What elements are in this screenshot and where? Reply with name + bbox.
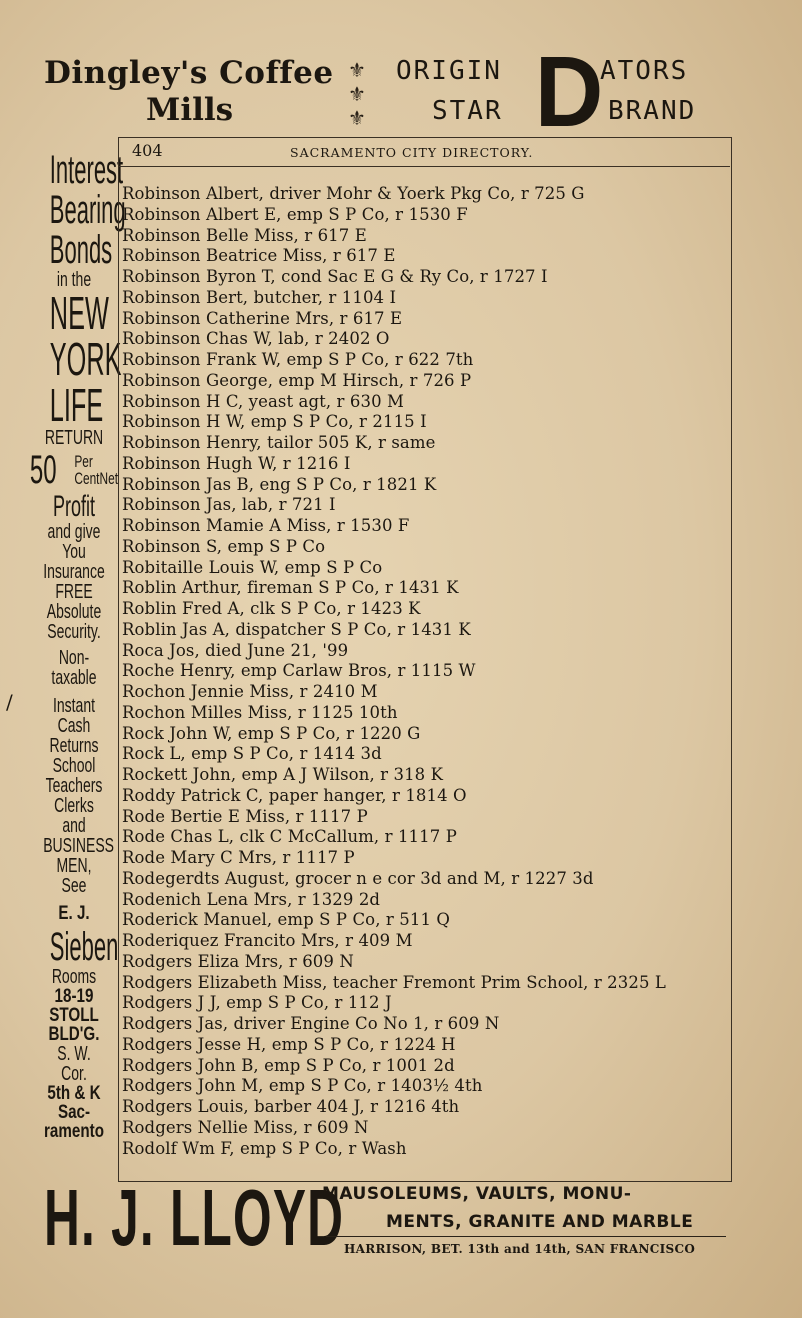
- ad-dingley-title: Dingley's Coffee: [44, 55, 334, 91]
- directory-entry: Robinson Frank W, emp S P Co, r 622 7th: [122, 350, 474, 369]
- directory-entry: Rochon Jennie Miss, r 2410 M: [122, 682, 378, 701]
- directory-entry: Roblin Jas A, dispatcher S P Co, r 1431 K: [122, 619, 471, 639]
- directory-entries: [122, 184, 666, 1159]
- directory-entry: Robinson George, emp M Hirsch, r 726 P: [122, 370, 472, 390]
- sidebar-line: 50: [29, 448, 57, 492]
- directory-entry: Robinson Mamie A Miss, r 1530 F: [122, 516, 410, 535]
- fleur-ornament-icon: ⚜: [348, 106, 366, 130]
- directory-entry: Roderick Manuel, emp S P Co, r 511 Q: [122, 910, 451, 930]
- sidebar-line: You: [62, 541, 86, 563]
- sidebar-line: RETURN: [44, 427, 104, 449]
- directory-entry: Rodgers John B, emp S P Co, r 1001 2d: [122, 1055, 455, 1075]
- directory-entry: Rodgers Nellie Miss, r 609 N: [122, 1117, 369, 1137]
- ad-star-text: STAR: [432, 96, 503, 126]
- directory-entry: Rodgers Elizabeth Miss, teacher Fremont Prim School, r 2325 L: [122, 972, 666, 992]
- directory-entry: Roddy Patrick C, paper hanger, r 1814 O: [122, 785, 467, 805]
- directory-entry: Rodgers Eliza Mrs, r 609 N: [122, 951, 354, 971]
- sidebar-line: ramento: [44, 1121, 104, 1142]
- fleur-ornament-icon: ⚜: [348, 82, 366, 106]
- sidebar-line: FREE: [55, 581, 93, 603]
- sidebar-line: and give: [47, 521, 101, 543]
- directory-entry: Rodgers J J, emp S P Co, r 112 J: [122, 993, 392, 1013]
- sidebar-line: Absolute: [46, 601, 102, 623]
- directory-entry: Rodgers Jas, driver Engine Co No 1, r 609 N: [122, 1014, 500, 1033]
- sidebar-line: Profit: [52, 490, 96, 523]
- ad-lloyd-line2: MENTS, GRANITE AND MARBLE: [386, 1212, 694, 1232]
- directory-entry: Robinson Catherine Mrs, r 617 E: [122, 308, 403, 328]
- directory-entry: Rodgers Louis, barber 404 J, r 1216 4th: [122, 1097, 460, 1116]
- directory-entry: Robinson Jas, lab, r 721 I: [122, 495, 336, 515]
- directory-entry: Rodenich Lena Mrs, r 1329 2d: [122, 889, 381, 909]
- ad-lloyd-line1: MAUSOLEUMS, VAULTS, MONU-: [322, 1184, 632, 1204]
- directory-entry: Robitaille Louis W, emp S P Co: [122, 557, 383, 577]
- sidebar-line: Security.: [47, 621, 101, 643]
- directory-entry: Rodolf Wm F, emp S P Co, r Wash: [122, 1138, 407, 1158]
- directory-entry: Robinson S, emp S P Co: [122, 536, 326, 556]
- sidebar-line: E. J.: [58, 903, 90, 924]
- directory-entry: Rock John W, emp S P Co, r 1220 G: [122, 723, 421, 743]
- page-number: 404: [132, 141, 163, 160]
- directory-entry: Robinson Belle Miss, r 617 E: [122, 225, 367, 245]
- sidebar-line: CentNet: [74, 469, 119, 488]
- sidebar-line: LIFE: [49, 379, 104, 431]
- sidebar-line: 5th & K: [47, 1083, 101, 1104]
- sidebar-line: Rooms: [51, 966, 97, 988]
- sidebar-line: NEW: [49, 287, 109, 339]
- fleur-ornament-icon: ⚜: [348, 58, 366, 82]
- ad-lloyd-name: H. J. LLOYD: [44, 1173, 345, 1262]
- directory-entry: Rockett John, emp A J Wilson, r 318 K: [122, 765, 444, 784]
- directory-entry: Rodgers John M, emp S P Co, r 1403½ 4th: [122, 1076, 483, 1096]
- page-title: SACRAMENTO CITY DIRECTORY.: [290, 145, 534, 160]
- sidebar-line: Bonds: [49, 228, 113, 272]
- sidebar-line: Sieben: [49, 925, 119, 969]
- directory-entry: Roderiquez Francito Mrs, r 409 M: [122, 931, 413, 950]
- sidebar-line: MEN, See: [56, 855, 92, 897]
- sidebar-line: Interest: [49, 148, 124, 192]
- directory-entry: Roca Jos, died June 21, '99: [122, 640, 349, 660]
- directory-entry: Rodegerdts August, grocer n e cor 3d and M, r 1227 3d: [122, 868, 594, 888]
- sidebar-line: Clerks and: [54, 795, 94, 837]
- sidebar-line: Insurance: [43, 561, 105, 583]
- sidebar-line: Instant Cash: [52, 695, 96, 737]
- sidebar-ad: [29, 148, 126, 1142]
- directory-entry: Robinson Hugh W, r 1216 I: [122, 453, 351, 473]
- directory-entry: Robinson H C, yeast agt, r 630 M: [122, 391, 405, 411]
- directory-entry: Robinson Bert, butcher, r 1104 I: [122, 287, 397, 307]
- sidebar-line: Non-taxable: [51, 647, 97, 689]
- directory-entry: Roblin Fred A, clk S P Co, r 1423 K: [122, 599, 421, 618]
- sidebar-line: BLD'G.: [48, 1024, 100, 1045]
- directory-entry: Robinson Chas W, lab, r 2402 O: [122, 329, 390, 349]
- ad-origin-text: ORIGIN: [396, 56, 502, 86]
- sidebar-line: YORK: [49, 333, 122, 385]
- sidebar-line: STOLL: [49, 1005, 99, 1026]
- directory-entry: Robinson Albert E, emp S P Co, r 1530 F: [122, 204, 468, 224]
- directory-entry: Roche Henry, emp Carlaw Bros, r 1115 W: [122, 661, 476, 681]
- directory-entry: Rode Mary C Mrs, r 1117 P: [122, 848, 355, 867]
- directory-entry: Robinson Byron T, cond Sac E G & Ry Co, r 1727 I: [122, 267, 548, 286]
- directory-entry: Rochon Milles Miss, r 1125 10th: [122, 702, 398, 722]
- sidebar-line: Per: [74, 452, 93, 471]
- ad-lloyd-rule: [326, 1236, 726, 1237]
- sidebar-line: 18-19: [54, 986, 94, 1007]
- sidebar-line: in the: [56, 269, 92, 291]
- ad-ators-text: ATORS: [600, 56, 689, 86]
- sidebar-line: S. W. Cor.: [57, 1043, 91, 1085]
- directory-entry: Rock L, emp S P Co, r 1414 3d: [122, 744, 382, 764]
- sidebar-line: School: [52, 755, 96, 777]
- sidebar-line: Returns: [49, 735, 99, 757]
- directory-entry: Robinson Jas B, eng S P Co, r 1821 K: [122, 474, 437, 494]
- ad-lloyd-address: HARRISON, BET. 13th and 14th, SAN FRANCISCO: [344, 1242, 696, 1256]
- header-rule: [118, 166, 730, 167]
- ad-brand-text: BRAND: [608, 96, 697, 126]
- directory-entry: Rode Bertie E Miss, r 1117 P: [122, 806, 368, 826]
- directory-entry: Rode Chas L, clk C McCallum, r 1117 P: [122, 827, 457, 847]
- sidebar-line: Teachers: [45, 775, 103, 797]
- ad-big-letter: D: [534, 36, 604, 148]
- directory-entry: Robinson Albert, driver Mohr & Yoerk Pkg Co, r 725 G: [122, 184, 585, 203]
- directory-entry: Robinson H W, emp S P Co, r 2115 I: [122, 412, 427, 432]
- ad-dingley-mills: Mills: [146, 92, 234, 128]
- pencil-mark: /: [6, 690, 13, 714]
- sidebar-line: Bearing: [49, 188, 126, 232]
- sidebar-line: Sac-: [57, 1102, 91, 1123]
- directory-entry: Robinson Henry, tailor 505 K, r same: [122, 433, 436, 452]
- directory-entry: Robinson Beatrice Miss, r 617 E: [122, 246, 396, 266]
- directory-entry: Roblin Arthur, fireman S P Co, r 1431 K: [122, 578, 459, 598]
- sidebar-line: BUSINESS: [43, 835, 115, 857]
- directory-entry: Rodgers Jesse H, emp S P Co, r 1224 H: [122, 1034, 456, 1054]
